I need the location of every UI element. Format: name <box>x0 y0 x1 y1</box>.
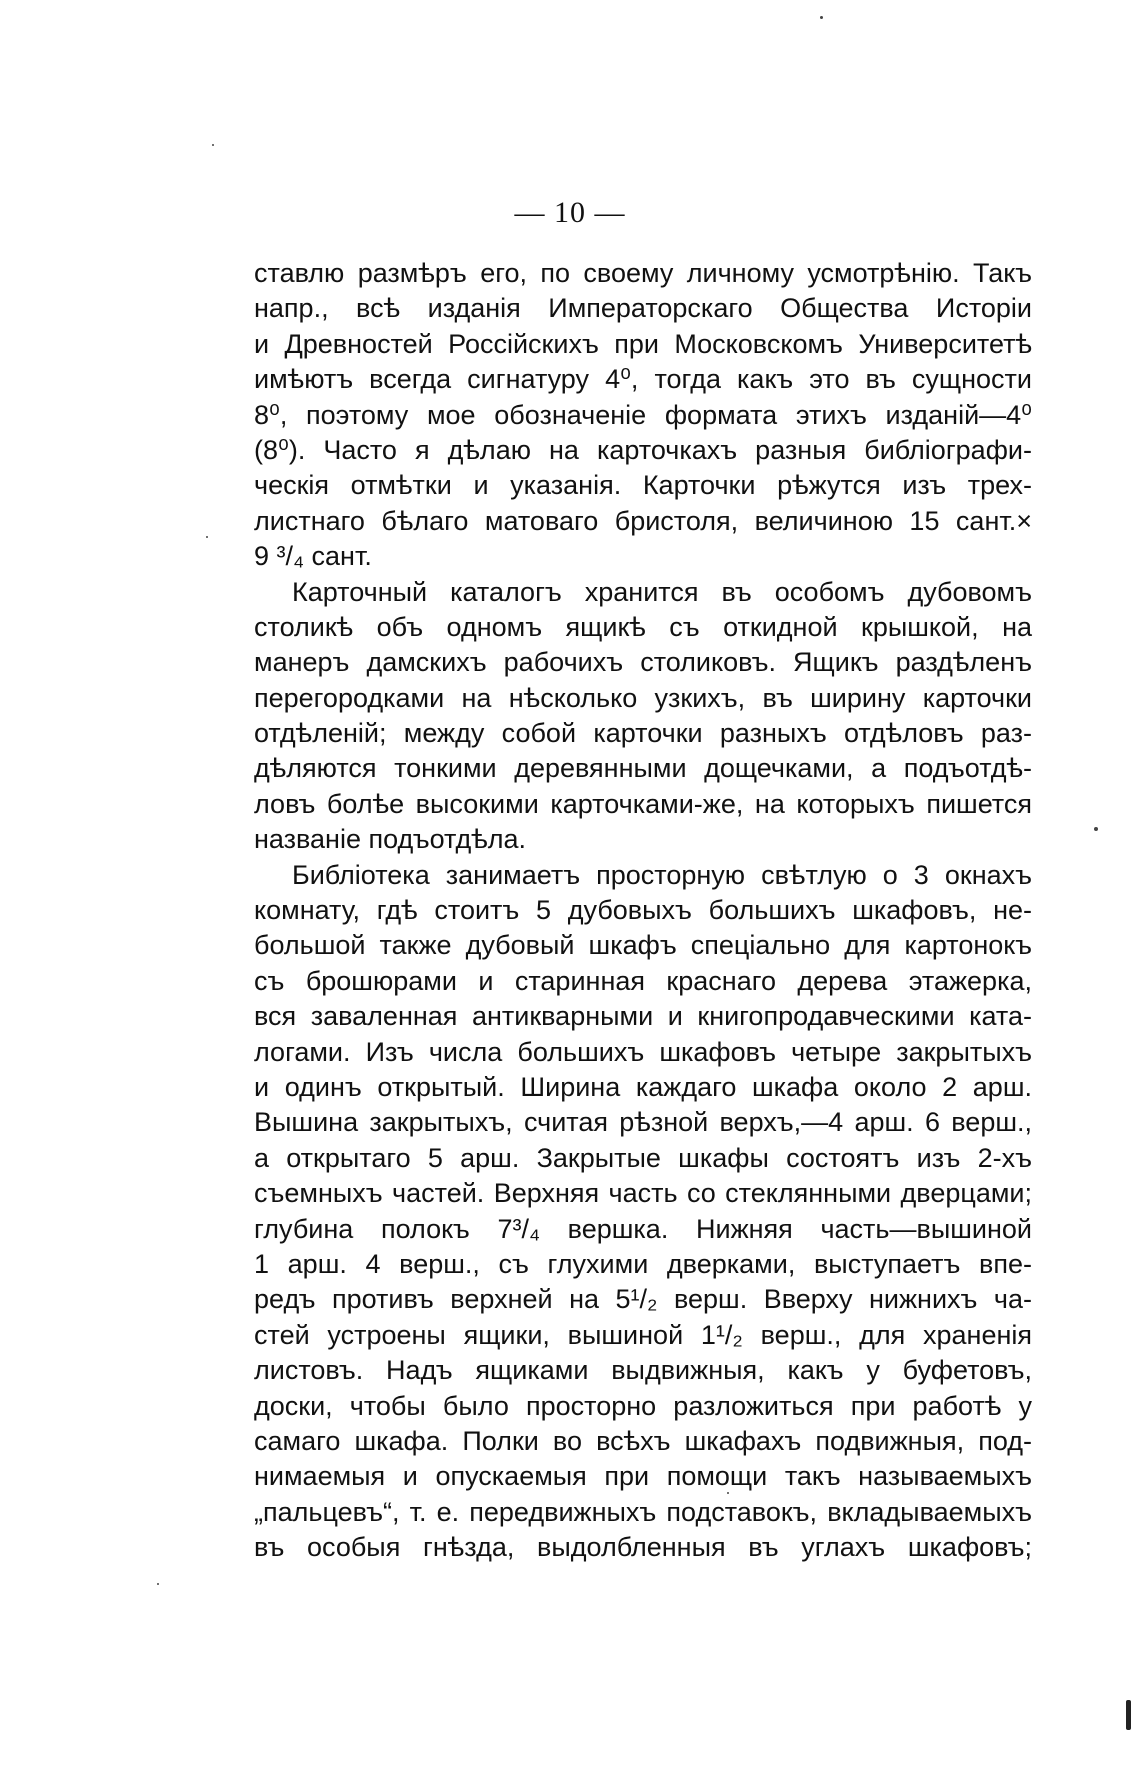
text-line: съемныхъ частей. Верхняя часть со стеклянными дверцами; <box>254 1178 1032 1209</box>
paragraph-first-line: Карточный каталогъ хранится въ особомъ дубовомъ <box>292 576 1032 607</box>
text-line: напр., всѣ изданія Императорскаго Общества Исторіи <box>254 293 1032 324</box>
text-line: съ брошюрами и старинная краснаго дерева этажерка, <box>254 965 1032 996</box>
text-line: комнату, гдѣ стоитъ 5 дубовыхъ большихъ шкафовъ, не- <box>254 895 1032 926</box>
text-line: дѣляются тонкими деревянными дощечками, а подъотдѣ- <box>254 753 1032 784</box>
text-line: стей устроены ящики, вышиной 1¹/₂ верш., для храненія <box>254 1319 1032 1350</box>
text-line: доски, чтобы было просторно разложиться при работѣ у <box>254 1390 1032 1421</box>
text-line: редъ противъ верхней на 5¹/₂ верш. Вверху нижнихъ ча- <box>254 1284 1032 1315</box>
text-line: ловъ болѣе высокими карточками-же, на которыхъ пишется <box>254 788 1032 819</box>
text-line: ставлю размѣръ его, по своему личному усмотрѣнію. Такъ <box>254 258 1032 288</box>
text-line: имѣютъ всегда сигнатуру 4⁰, тогда какъ это въ сущности <box>254 364 1032 395</box>
text-line: Вышина закрытыхъ, считая рѣзной верхъ,—4 арш. 6 верш., <box>254 1107 1032 1138</box>
scan-edge-mark <box>1126 1700 1131 1730</box>
scan-speck <box>727 1492 729 1494</box>
text-line: и одинъ открытый. Ширина каждаго шкафа около 2 арш. <box>254 1071 1032 1102</box>
scan-speck <box>1094 827 1098 831</box>
text-line: вся заваленная антикварными и книгопродавческими ката- <box>254 1001 1032 1032</box>
scan-speck <box>157 1583 159 1585</box>
text-line: въ особыя гнѣзда, выдолбленныя въ углахъ шкафовъ; <box>254 1532 1032 1563</box>
text-line: а открытаго 5 арш. Закрытые шкафы состоятъ изъ 2-хъ <box>254 1142 1032 1173</box>
text-line: перегородками на нѣсколько узкихъ, въ ширину карточки <box>254 682 1032 713</box>
text-line: логами. Изъ числа большихъ шкафовъ четыре закрытыхъ <box>254 1036 1032 1067</box>
page-number: — 10 — <box>514 196 626 229</box>
text-line: 9 ³/₄ сант. <box>254 541 372 572</box>
text-line: (8⁰). Часто я дѣлаю на карточкахъ разныя библіографи- <box>254 434 1032 465</box>
text-line: столикѣ объ одномъ ящикѣ съ откидной крышкой, на <box>254 611 1032 642</box>
text-line: нимаемыя и опускаемыя при помощи такъ называемыхъ <box>254 1461 1032 1492</box>
text-line: 1 арш. 4 верш., съ глухими дверками, выступаетъ впе- <box>254 1248 1032 1279</box>
text-line: и Древностей Россійскихъ при Московскомъ Университетѣ <box>254 328 1032 359</box>
scan-speck <box>820 16 823 19</box>
text-line: „пальцевъ“, т. е. передвижныхъ подставокъ, вкладываемыхъ <box>254 1496 1032 1527</box>
text-line: ческія отмѣтки и указанія. Карточки рѣжутся изъ трех- <box>254 470 1032 501</box>
text-line: 8⁰, поэтому мое обозначеніе формата этихъ изданій—4⁰ <box>254 399 1032 430</box>
text-line: самаго шкафа. Полки во всѣхъ шкафахъ подвижныя, под- <box>254 1425 1032 1456</box>
scan-speck <box>212 144 214 146</box>
text-line: отдѣленій; между собой карточки разныхъ отдѣловъ раз- <box>254 718 1032 749</box>
text-line: манеръ дамскихъ рабочихъ столиковъ. Ящикъ раздѣленъ <box>254 647 1032 678</box>
text-line: листовъ. Надъ ящиками выдвижныя, какъ у буфетовъ, <box>254 1355 1032 1386</box>
scan-speck <box>206 536 208 538</box>
text-line: глубина полокъ 7³/₄ вершка. Нижняя часть—вышиной <box>254 1213 1032 1244</box>
text-line: листнаго бѣлаго матоваго бристоля, величиною 15 сант.× <box>254 505 1032 536</box>
body-text <box>254 256 1032 1565</box>
text-line: названіе подъотдѣла. <box>254 824 527 855</box>
paragraph-first-line: Библіотека занимаетъ просторную свѣтлую о 3 окнахъ <box>292 859 1032 890</box>
text-line: большой также дубовый шкафъ спеціально для картонокъ <box>254 930 1032 961</box>
